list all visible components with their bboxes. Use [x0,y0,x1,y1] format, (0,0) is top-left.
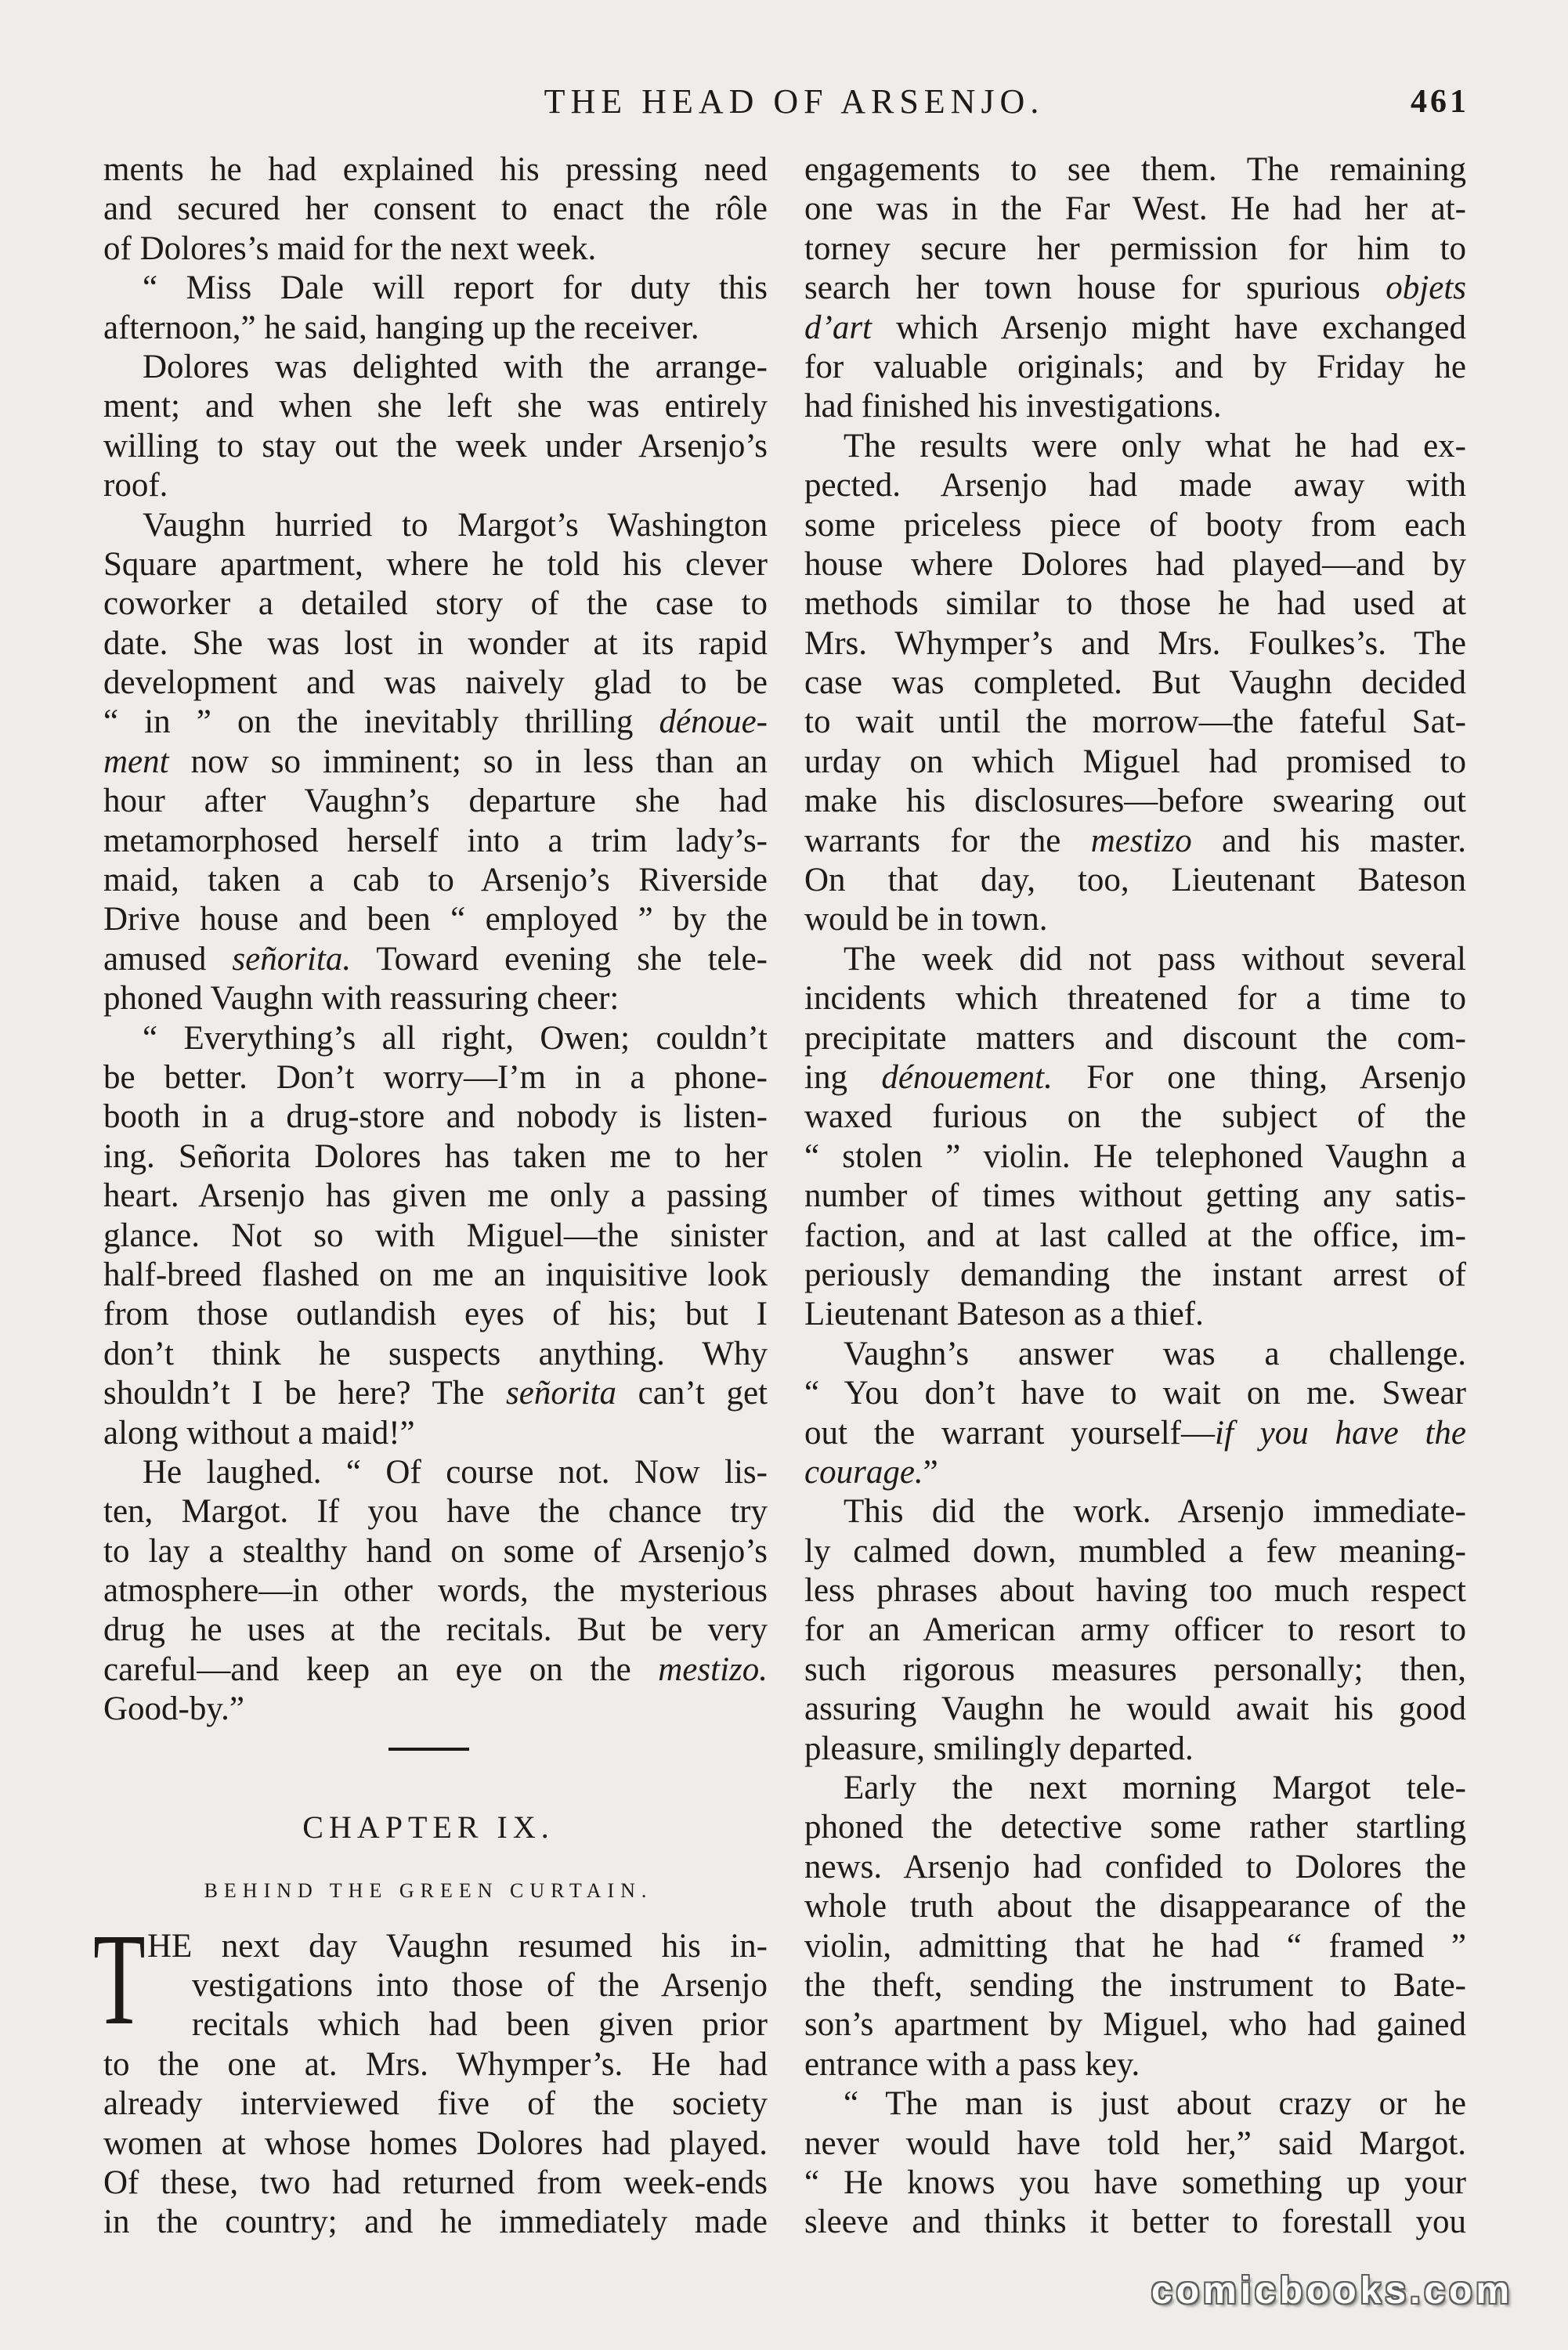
text-line: willing to stay out the week under Arsenjo’s [103,427,768,465]
text-line: half-breed flashed on me an inquisitive look [103,1256,768,1293]
text-line: torney secure her permission for him to [804,230,1466,267]
text-line: development and was naively glad to be [103,664,768,702]
watermark-logo: comicbooks.com [1151,2270,1514,2312]
text-line: Square apartment, where he told his clever [103,545,768,583]
text-line: Lieutenant Bateson as a thief. [804,1296,1204,1333]
text-line: pected. Arsenjo had made away with [804,467,1466,504]
text-run: which Arsenjo might have exchanged [872,309,1466,346]
text-line: methods similar to those he had used at [804,585,1466,623]
text-run: can’t get [616,1375,768,1412]
text-line: pleasure, smilingly departed. [804,1730,1194,1767]
text-line: of Dolores’s maid for the next week. [103,230,597,267]
text-line: drug he uses at the recitals. But be very [103,1611,768,1649]
running-title: THE HEAD OF ARSENJO. [544,82,1045,121]
text-line: had finished his investigations. [804,388,1222,425]
text-line: along without a maid!” [103,1414,415,1452]
text-line [804,822,1466,861]
text-line: the theft, sending the instrument to Bate- [804,1966,1466,2004]
text-line: He laughed. “ Of course not. Now lis- [143,1453,768,1491]
text-line: recitals which had been given prior [192,2006,768,2044]
drop-cap-letter: T [93,1906,146,2052]
text-line: ment; and when she left she was entirely [103,388,768,425]
text-line: afternoon,” he said, hanging up the receiver. [103,309,699,346]
italic-text-run: d’art [804,309,872,346]
italic-text-run: if you have the [1215,1414,1466,1452]
text-line [804,1414,1466,1453]
text-line: On that day, too, Lieutenant Bateson [804,862,1466,899]
chapter-text-block [93,1906,768,2243]
text-line: assuring Vaughn he would await his good [804,1690,1466,1728]
text-line: ing. Señorita Dolores has taken me to her [103,1137,768,1175]
text-line: don’t think he suspects anything. Why [103,1335,768,1372]
text-line [103,1650,768,1690]
text-line: to wait until the morrow—the fateful Sat- [804,703,1466,741]
text-line: roof. [103,467,168,504]
italic-text-run: dénouement. [881,1058,1053,1096]
text-run: amused [103,940,233,978]
text-line [103,1374,768,1413]
italic-text-run: ment [103,743,169,780]
italic-text-run: dénoue- [659,703,768,741]
text-line: already interviewed five of the society [103,2085,768,2123]
text-line: Vaughn’s answer was a challenge. [844,1335,1466,1372]
text-line: atmosphere—in other words, the mysterious [103,1572,768,1610]
story-text-block [804,150,1466,2243]
text-line: coworker a detailed story of the case to [103,585,768,623]
chapter-title: CHAPTER IX. [302,1810,555,1846]
text-line: Drive house and been “ employed ” by the [103,901,768,938]
text-line [103,703,768,742]
text-line: news. Arsenjo had confided to Dolores the [804,1848,1466,1885]
text-line: engagements to see them. The remaining [804,151,1466,188]
text-line: from those outlandish eyes of his; but I [103,1296,768,1333]
text-line: ly calmed down, mumbled a few meaning- [804,1532,1466,1570]
text-line: Early the next morning Margot tele- [844,1770,1466,1807]
text-line: booth in a drug-store and nobody is listen- [103,1098,768,1136]
chapter-heading [103,1730,753,1927]
text-line: metamorphosed herself into a trim lady’s- [103,822,768,859]
text-run: now so imminent; so in less than an [168,743,768,780]
italic-text-run: mestizo [1090,822,1192,859]
text-line [103,743,768,782]
heading-spacer [103,1769,753,1808]
text-run: and his master. [1191,822,1466,859]
story-text-block [103,150,768,1730]
text-line: “ The man is just about crazy or he [844,2085,1466,2123]
text-line: would be in town. [804,901,1048,938]
text-line: “ Miss Dale will report for duty this [143,269,768,307]
divider-rule-row [103,1730,753,1769]
text-line: whole truth about the disappearance of the [804,1888,1466,1925]
text-run: warrants for the [804,822,1091,859]
text-line: Dolores was delighted with the arrange- [143,348,768,385]
text-run: out the warrant yourself— [804,1414,1215,1452]
text-line: maid, taken a cab to Arsenjo’s Riverside [103,862,768,899]
text-line: urday on which Miguel had promised to [804,743,1466,780]
text-line: Mrs. Whymper’s and Mrs. Foulkes’s. The [804,624,1466,662]
text-line: to the one at. Mrs. Whymper’s. He had [103,2045,768,2083]
text-line: phoned Vaughn with reassuring cheer: [103,980,620,1018]
text-line: ten, Margot. If you have the chance try [103,1493,768,1531]
text-line: entrance with a pass key. [804,2045,1140,2083]
text-line [804,269,1466,308]
text-line: sleeve and thinks it better to forestall you [804,2204,1466,2241]
text-line: to lay a stealthy hand on some of Arsenjo’s [103,1532,768,1570]
text-line: date. She was lost in wonder at its rapid [103,624,768,662]
text-line: phoned the detective some rather startling [804,1809,1466,1846]
text-line: waxed furious on the subject of the [804,1098,1466,1136]
text-run: shouldn’t I be here? The [103,1375,507,1412]
section-divider-rule [388,1748,469,1751]
text-line: The results were only what he had ex- [844,427,1466,465]
left-column [93,150,768,2243]
text-line: “ Everything’s all right, Owen; couldn’t [143,1019,768,1057]
text-line: precipitate matters and discount the com- [804,1019,1466,1057]
text-line: some priceless piece of booty from each [804,506,1466,544]
text-line: never would have told her,” said Margot. [804,2124,1466,2162]
text-line: for valuable originals; and by Friday he [804,348,1466,385]
text-run: ing [804,1058,882,1096]
text-run: ” [923,1453,938,1491]
text-line: glance. Not so with Miguel—the sinister [103,1217,768,1254]
text-line: violin, admitting that he had “ framed ” [804,1927,1466,1965]
text-line: Vaughn hurried to Margot’s Washington [143,506,768,544]
text-line [804,309,1466,348]
text-line: son’s apartment by Miguel, who had gained [804,2006,1466,2044]
italic-text-run: courage. [804,1453,923,1491]
text-line: in the country; and he immediately made [103,2204,768,2241]
text-line: number of times without getting any satis- [804,1177,1466,1215]
text-line: house where Dolores had played—and by [804,545,1466,583]
text-line [804,1058,1466,1097]
text-line: Good-by.” [103,1690,244,1728]
text-line: “ You don’t have to wait on me. Swear [804,1375,1466,1412]
text-line: HE next day Vaughn resumed his in- [147,1927,768,1965]
text-run: search her town house for spurious [804,269,1386,307]
text-line: periously demanding the instant arrest of [804,1256,1466,1293]
text-line: case was completed. But Vaughn decided [804,664,1466,702]
italic-text-run: señorita. [232,940,352,978]
text-line: such rigorous measures personally; then, [804,1650,1466,1688]
text-line: women at whose homes Dolores had played. [103,2124,768,2162]
text-line: one was in the Far West. He had her at- [804,190,1466,228]
text-line [103,940,768,979]
text-line: and secured her consent to enact the rôle [103,190,768,228]
text-line: This did the work. Arsenjo immediate- [844,1493,1466,1531]
right-column [804,150,1466,2243]
text-line: faction, and at last called at the office, im- [804,1217,1466,1254]
text-line: less phrases about having too much respect [804,1572,1466,1610]
italic-text-run: señorita [506,1375,616,1412]
page-number: 461 [1411,84,1469,120]
chapter-subtitle: BEHIND THE GREEN CURTAIN. [204,1878,653,1902]
text-run: “ in ” on the inevitably thrilling [103,703,659,741]
text-run: For one thing, Arsenjo [1052,1058,1466,1096]
text-line: The week did not pass without several [844,940,1466,978]
text-line: “ He knows you have something up your [804,2164,1466,2201]
text-run: careful—and keep an eye on the [103,1650,659,1688]
text-line: make his disclosures—before swearing out [804,783,1466,820]
text-run: Toward evening she tele- [351,940,768,978]
text-line [804,1453,1466,1492]
text-line: heart. Arsenjo has given me only a passing [103,1177,768,1215]
text-line: vestigations into those of the Arsenjo [192,1966,768,2004]
text-line: for an American army officer to resort to [804,1611,1466,1649]
text-line: hour after Vaughn’s departure she had [103,783,768,820]
italic-text-run: mestizo. [658,1650,768,1688]
text-line: incidents which threatened for a time to [804,980,1466,1018]
italic-text-run: objets [1386,269,1466,307]
text-line: Of these, two had returned from week-ends [103,2164,768,2201]
text-line: “ stolen ” violin. He telephoned Vaughn a [804,1137,1466,1175]
text-line: ments he had explained his pressing need [103,151,768,188]
text-line: be better. Don’t worry—I’m in a phone- [103,1058,768,1096]
